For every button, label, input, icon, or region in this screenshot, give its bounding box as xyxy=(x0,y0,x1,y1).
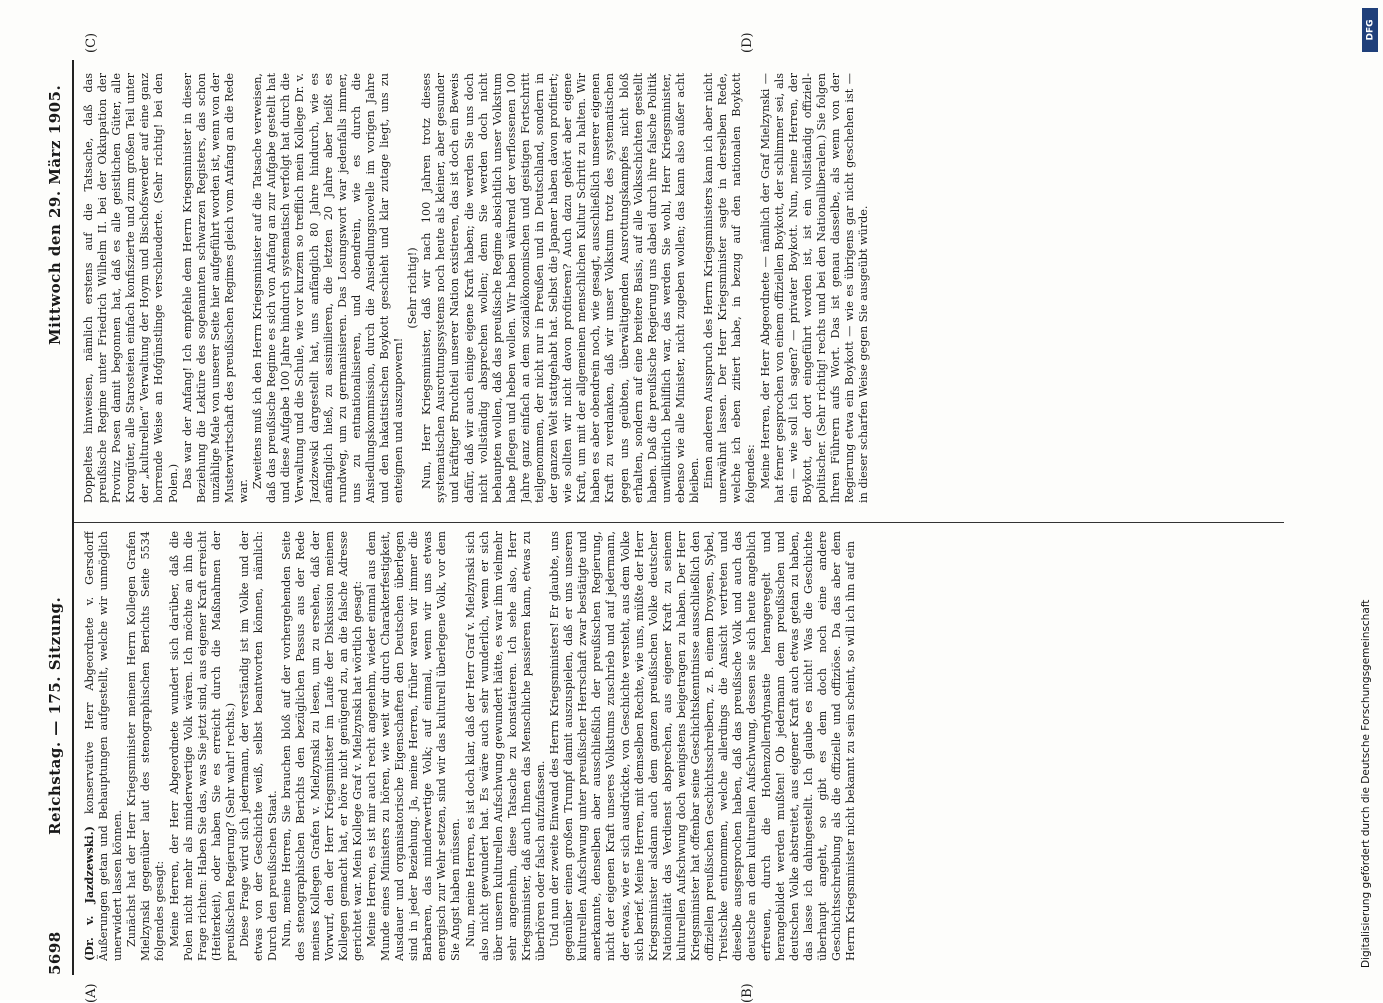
header-rule xyxy=(72,60,74,975)
left-paragraph-8: Und nun der zweite Einwand des Herrn Kriegsministers! Er glaubte, uns gegenüber einen großen Trumpf damit auszuspielen, daß er uns unseren kulturellen Aufschwung unter preußischer Herrschaft zwar bestätigte und anerkannte, denselben aber ausschließlich der preußischen Regierung, nicht der eigenen Kraft unseres Volkstums zuschrieb und auf jedermann, der etwas, wie er sich ausdrückte, von Geschichte versteht, aus dem Volke sich berief. Meine Herren, mit demselben Rechte, wie uns, müßte der Herr Kriegsminister alsdann auch dem ganzen preußischen Volke deutscher Nationalität das Verdienst absprechen, aus eigener Kraft zu seinem kulturellen Aufschwung doch wenigstens beigetragen zu haben. Der Herr Kriegsminister hat offenbar seine Geschichtskenntnisse ausschließlich den offiziellen preußischen Geschichtsschreibern, z. B. einem Droysen, Sybel, Treitschke entnommen, welche allerdings die Ansicht vertreten und dieselbe ausgesprochen haben, daß das preußische Volk und auch das deutsche an dem kulturellen Aufschwung, dessen sie sich heute angeblich erfreuen, durch die Hohenzollerndynastie herangeregelt und herangebildet werden mußten! Ob jedermann dem preußischen und deutschen Volke abstreitet, aus eigener Kraft auch etwas getan zu haben, das lasse ich dahingestellt. Ich glaube es nicht! Was die Geschichte überhaupt angeht, so gibt es dem doch noch eine andere Geschichtsschreibung als die offizielle und offiziöse. Da das aber dem Herrn Kriegsminister nicht bekannt zu sein scheint, so will ich ihn auf ein xyxy=(548,531,858,961)
left-paragraph-5: Nun, meine Herren, Sie brauchen bloß auf der vorhergehenden Seite des stenographischen Berichts den bezüglichen Passus aus der Rede meines Kollegen Grafen v. Mielzynski zu lesen, um zu ersehen, daß der Vorwurf, den der Herr Kriegsminister im Laufe der Diskussion meinem Kollegen gemacht hat, er höre nicht genügend zu, an die falsche Adresse gerichtet war. Mein Kollege Graf v. Mielzynski hat wörtlich gesagt: xyxy=(280,531,364,961)
right-column xyxy=(82,73,1312,503)
right-paragraph-5: Einen anderen Ausspruch des Herrn Kriegsministers kann ich aber nicht unerwähnt lassen. Der Herr Kriegsminister sagte in derselben Rede, welche ich eben zitiert habe, in bezug auf den nationalen Boykott folgendes: xyxy=(702,73,758,503)
page-number: 5698 xyxy=(46,931,64,975)
digitization-credit xyxy=(1358,8,1376,992)
session-date: Mittwoch den 29. März 1905. xyxy=(46,84,64,345)
session-title: Reichstag. — 175. Sitzung. xyxy=(46,596,64,835)
right-paragraph-4: Nun, Herr Kriegsminister, daß wir nach 100 Jahren trotz dieses systematischen Ausrottungssystems noch heute als kleiner, aber gesunder und kräftiger Bruchteil unserer Nation existieren, das ist doch ein Beweis dafür, daß wir auch einige eigene Kraft haben; die werden Sie uns doch nicht vollständig absprechen wollen; denn Sie werden doch nicht behaupten wollen, daß das preußische Regime absichtlich unser Volkstum habe pflegen und heben wollen. Wir haben während der verflossenen 100 Jahre ganz einfach an dem sozialökonomischen und geistigen Fortschritt teilgenommen, der nicht nur in Preußen und in Deutschland, sondern in der ganzen Welt stattgehabt hat. Selbst die Japaner haben davon profitiert; wie sollten wir nicht davon profitieren? Auch dazu gehört aber eigene Kraft, um mit der allgemeinen menschlichen Kultur Schritt zu halten. Wir haben es aber obendrein noch, wie gesagt, ausschließlich unserer eigenen Kraft zu verdanken, daß wir unser Volkstum trotz des systematischen gegen uns geübten, überwältigenden Ausrottungskampfes nicht bloß erhalten, sondern auf eine breitere Basis, auf alle Volksschichten gestellt haben. Daß die preußische Regierung uns dabei durch ihre falsche Politik unwillkürlich behilflich war, das werden Sie wohl, Herr Kriegsminister, ebenso wie alle Minister, nicht zugeben wollen; das kann also außer acht bleiben. xyxy=(420,73,702,503)
left-paragraph-4: Diese Frage wird sich jedermann, der verständig ist im Volke und der etwas von der Geschichte weiß, selbst beantworten können, nämlich: Durch den preußischen Staat. xyxy=(238,531,280,961)
column-divider xyxy=(74,522,1284,523)
margin-marker-c: (C) xyxy=(84,32,99,53)
right-paragraph-3: Zweitens muß ich den Herrn Kriegsminister auf die Tatsache verweisen, daß das preußische Regime es sich von Anfang an zur Aufgabe gestellt hat und diese Aufgabe 100 Jahre hindurch systematisch verfolgt hat durch die Verwaltung und die Schule, wie vor kurzem so trefflich mein Kollege Dr. v. Jazdzewski dargestellt hat, uns anfänglich 80 Jahre hindurch, wie es anfänglich hieß, zu assimilieren, die letzten 20 Jahre aber heißt es rundweg, um zu germanisieren. Das Losungswort war jedenfalls immer, uns zu entnationalisieren, und obendrein, wie es durch die Ansiedlungskommission, durch die Ansiedlungsnovelle im vorigen Jahre und den hakatistischen Boykott geschieht und klar zutage liegt, uns zu enteignen und auszupowern! xyxy=(251,73,406,503)
right-paragraph-2: Das war der Anfang! Ich empfehle dem Herrn Kriegsminister in dieser Beziehung die Lektüre des sogenannten schwarzen Registers, das schon unzählige Male von unserer Seite hier aufgeführt worden ist, wenn von der Musterwirtschaft des preußischen Regimes gleich vom Anfang an die Rede war. xyxy=(180,73,251,503)
left-column xyxy=(82,531,1312,961)
page-header xyxy=(40,60,70,975)
right-paragraph-1: Doppeltes hinweisen, nämlich erstens auf die Tatsache, daß das preußische Regime unter Friedrich Wilhelm II. bei der Okkupation der Provinz Posen damit begonnen hat, daß es alle geistlichen Güter, alle Krongüter, alle Starosteien einfach konfiszierte und zum großen Teil unter der „kulturellen“ Verwaltung der Hoym und Bischofswerder auf eine ganz horrende Weise an Hofgünstlinge verschleuderte. (Sehr richtig! bei den Polen.) xyxy=(82,73,180,503)
right-interjection: (Sehr richtig!) xyxy=(406,247,420,329)
left-quote-2: Meine Herren, es ist mir auch recht angenehm, wieder einmal aus dem Munde eines Ministers zu hören, wie weit wir durch Charakterfestigkeit, Ausdauer und organisatorische Eigenschaften den Deutschen überlegen sind in jeder Beziehung. Ja, meine Herren, früher waren wir immer die Barbaren, das minderwertige Volk; auf einmal, wenn wir uns etwas energisch zur Wehr setzen, sind wir das kulturell überlegene Volk, vor dem Sie Angst haben müssen. xyxy=(364,531,463,961)
margin-marker-a: (A) xyxy=(84,983,99,1003)
left-paragraph-1: konservative Herr Abgeordnete v. Gersdorff Äußerungen getan und Behauptungen aufgestellt, welche wir unmöglich unerwidert lassen können. xyxy=(83,531,125,961)
rotated-page-content xyxy=(40,32,1340,1003)
left-paragraph-7: Nun, meine Herren, es ist doch klar, daß der Herr Graf v. Mielzynski sich also nicht gewundert hat. Es wäre auch sehr wunderlich, wenn er sich über unsern kulturellen Aufschwung gewundert hätte, es war ihm vielmehr sehr angenehm, diese Tatsache zu konstatieren. Ich sehe also, Herr Kriegsminister, daß auch Ihnen das Menschliche passieren kann, etwas zu überhören oder falsch aufzufassen. xyxy=(463,531,547,961)
dfg-logo-text: DFG xyxy=(1365,19,1376,41)
left-paragraph-2: Zunächst hat der Herr Kriegsminister meinem Herrn Kollegen Grafen Mielzynski gegenüber laut des stenographischen Berichts Seite 5534 folgendes gesagt: xyxy=(125,531,167,961)
left-quote-1: Meine Herren, der Herr Abgeordnete wundert sich darüber, daß die Polen nicht mehr als minderwertige Volk wären. Ich möchte an ihn die Frage richten: Haben Sie das, was Sie jetzt sind, aus eigener Kraft erreicht (Heiterkeit), oder haben Sie es erreicht durch die Maßnahmen der preußischen Regierung? (Sehr wahr! rechts.) xyxy=(167,531,237,961)
margin-marker-b: (B) xyxy=(740,983,755,1003)
margin-marker-d: (D) xyxy=(740,32,755,53)
speaker-label: (Dr. v. Jazdzewski.) xyxy=(82,826,96,961)
credit-text: Digitalisierung gefördert durch die Deutsche Forschungsgemeinschaft xyxy=(1360,599,1372,968)
right-quote: Meine Herren, der Herr Abgeordnete — nämlich der Graf Mielzynski — hat ferner gesprochen von einem offiziellen Boykott, der schlimmer sei, als ein — wie soll ich sagen? — privater Boykott. Nun, meine Herren, der Boykott, der dort eingeführt worden ist, ist ein vollständig offiziell-politischer. (Sehr richtig! rechts und bei den Nationalliberalen.) Sie folgen Ihren Führern aufs Wort. Das ist genau dasselbe, als wenn von der Regierung etwa ein Boykott — wie es übrigens gar nicht geschehen ist — in dieser scharfen Weise gegen Sie ausgeübt würde. xyxy=(758,73,871,503)
